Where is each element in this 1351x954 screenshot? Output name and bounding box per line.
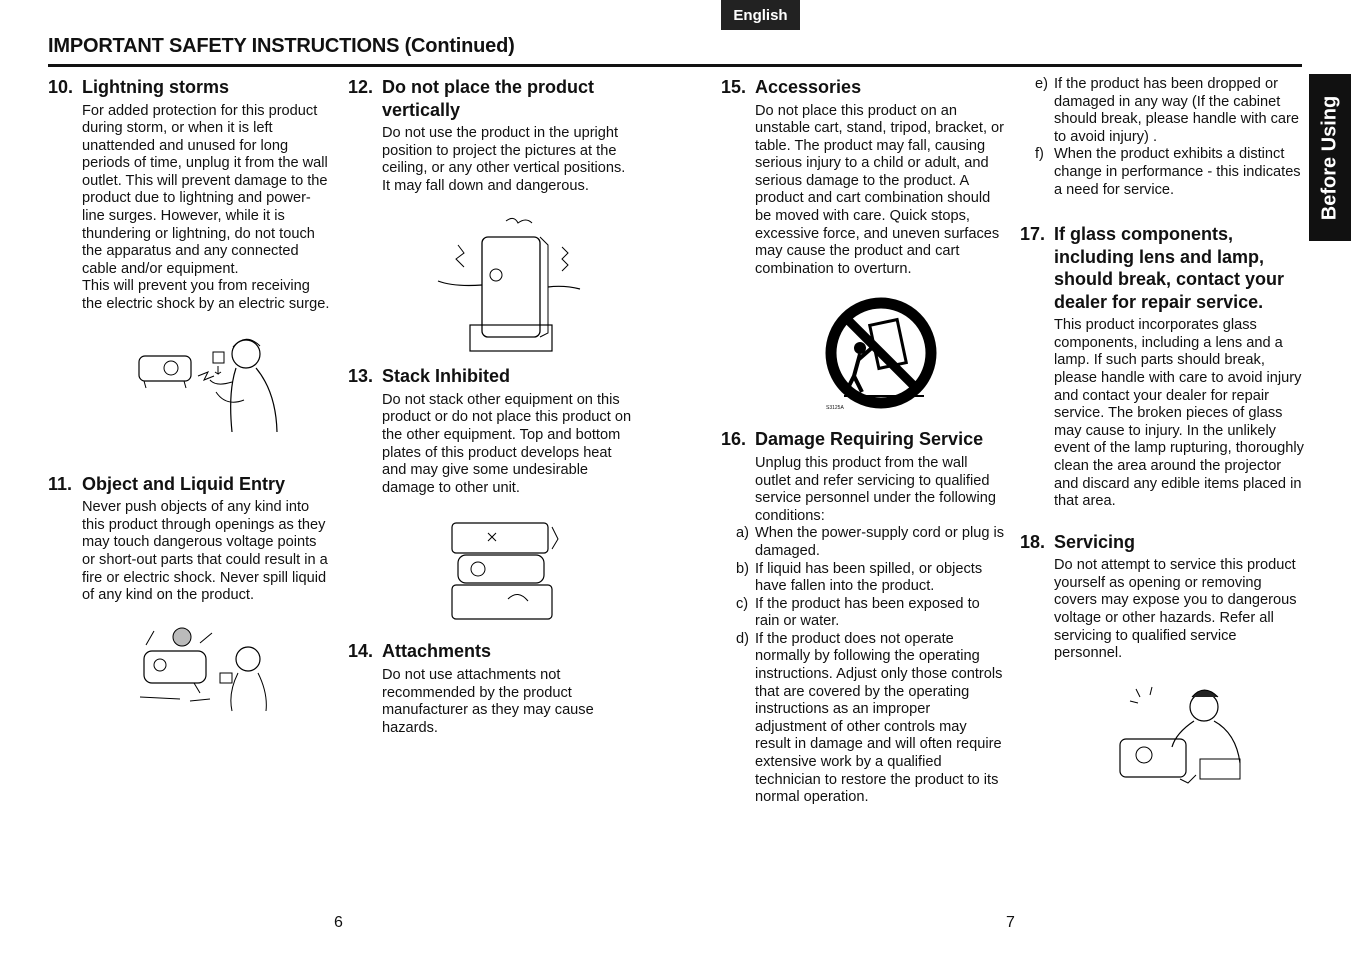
vertical-product-illustration: [434, 215, 633, 355]
section-number: 17.: [1020, 224, 1046, 245]
section-title: Accessories: [755, 77, 862, 97]
section-heading: [1020, 531, 1305, 554]
lightning-illustration: [136, 332, 333, 437]
section-body: Do not stack other equipment on this product or do not place this product on the other equipment. Top and bottom plates of this product develops heat and may give some undesirable damage to other unit.: [382, 391, 632, 496]
column-2: [348, 76, 633, 737]
section-body: Never push objects of any kind into this product through openings as they may touch dangerous voltage points or short-out parts that could result in a fire or electric shock. Never spill liquid of any kind on the product.: [82, 499, 328, 604]
section-heading: [721, 428, 1005, 451]
section-17: [1020, 223, 1305, 511]
section-heading: [348, 76, 633, 121]
title-rule: [48, 64, 1302, 67]
section-16-continued: [1020, 76, 1305, 199]
section-heading: [1020, 223, 1305, 313]
liquid-entry-illustration: [140, 623, 333, 713]
section-title: Object and Liquid Entry: [82, 473, 286, 494]
section-body: Unplug this product from the wall outlet and refer servicing to qualified service personnel under the following conditions:: [755, 454, 996, 524]
cart-warning-icon: [824, 296, 938, 414]
list-text: If the product does not operate normally by following the operating instructions. Adjust only those controls that are covered by the operating instructions as an improper adjustment of other controls may result in damage and will often require extensive work by a qualified technician to restore the product to its normal operation.: [755, 630, 1003, 806]
section-title: If glass components, including lens and lamp, should break, contact your dealer for repair service.: [1054, 224, 1285, 312]
list-marker: d): [736, 630, 749, 647]
section-13: [348, 365, 633, 497]
section-body: Do not place this product on an unstable cart, stand, tripod, bracket, or table. The product may fall, causing serious injury to a child or adult, and serious damage to the product. A product and cart combination should be moved with care. Quick stops, excessive force, and uneven surfaces may cause the product and cart combination to overturn.: [755, 102, 1005, 277]
list-item: [736, 560, 1005, 596]
page-title: IMPORTANT SAFETY INSTRUCTIONS (Continued): [48, 35, 515, 57]
section-heading: [721, 76, 1005, 99]
section-body-2: This will prevent you from receiving the electric shock by an electric surge.: [82, 278, 330, 313]
section-16: [721, 428, 1005, 806]
list-text: When the product exhibits a distinct change in performance - this indicates a need for service.: [1054, 146, 1301, 198]
language-tab: English: [721, 0, 800, 30]
section-body: For added protection for this product during storm, or when it is left unattended and unused for long periods of time, unplug it from the wall outlet. This will prevent damage to the product due to lightning and power-line surges. However, while it is thundering or lightning, do not touch the apparatus and any connected cable and/or equipment.: [82, 102, 328, 277]
section-number: 15.: [721, 77, 747, 97]
section-11: [48, 473, 333, 605]
section-title: Attachments: [382, 641, 492, 662]
list-marker: a): [736, 525, 749, 542]
servicing-illustration: [1116, 683, 1305, 788]
column-4: [1020, 76, 1305, 788]
section-body: Do not attempt to service this product yourself as opening or removing covers may expose you to dangerous voltage or other hazards. Refer all servicing to qualified service personnel.: [1054, 557, 1297, 662]
icon-code-label: S3125A: [826, 405, 844, 412]
section-15: [721, 76, 1005, 278]
list-marker: f): [1035, 146, 1044, 163]
section-number: 10.: [48, 77, 74, 97]
page-number-left: 6: [334, 914, 343, 931]
section-number: 16.: [721, 429, 747, 450]
list-marker: c): [736, 595, 749, 612]
section-10: [48, 76, 333, 314]
section-14: [348, 640, 633, 737]
column-1: [48, 76, 333, 713]
section-title: Do not place the product vertically: [382, 77, 595, 120]
list-text: If the product has been dropped or damaged in any way (If the cabinet should break, please handle with care to avoid injury) .: [1054, 76, 1300, 145]
list-item: [1035, 76, 1305, 146]
list-text: If the product has been exposed to rain or water.: [755, 595, 980, 630]
section-heading: [48, 473, 333, 496]
list-marker: e): [1035, 76, 1048, 92]
section-side-tab: [1309, 74, 1351, 241]
section-heading: [48, 76, 333, 99]
section-title: Servicing: [1054, 531, 1136, 552]
list-marker: b): [736, 560, 749, 577]
section-heading: [348, 365, 633, 388]
section-number: 12.: [348, 77, 374, 97]
list-item: [736, 525, 1005, 560]
list-item: [1035, 146, 1305, 199]
section-body: Do not use the product in the upright position to project the pictures at the ceiling, or any other vertical positions. It may fall down and dangerous.: [382, 125, 626, 194]
section-number: 11.: [48, 473, 73, 494]
section-number: 14.: [348, 641, 374, 662]
list-item: [736, 595, 1005, 631]
section-heading: [348, 640, 633, 663]
section-body: Do not use attachments not recommended by the product manufacturer as they may cause hazards.: [382, 666, 594, 736]
page-number-right: 7: [1006, 914, 1015, 931]
section-body: This product incorporates glass components, including a lens and a lamp. If such parts should break, please handle with care to avoid injury and contact your dealer for repair service. The broken pieces of glass may cause to injury. In the unlikely event of the lamp rupturing, thoroughly clean the area around the projector and discard any edible items placed in that area.: [1054, 317, 1304, 510]
section-title: Damage Requiring Service: [755, 429, 984, 450]
side-tab-label: Before Using: [1318, 95, 1341, 220]
column-3: [721, 76, 1005, 807]
section-number: 13.: [348, 366, 374, 387]
section-number: 18.: [1020, 531, 1046, 552]
list-item: [736, 630, 1005, 807]
section-12: [348, 76, 633, 195]
section-title: Lightning storms: [82, 77, 229, 97]
list-text: When the power-supply cord or plug is damaged.: [755, 525, 1005, 559]
stacked-equipment-illustration: [448, 519, 633, 624]
section-title: Stack Inhibited: [382, 366, 511, 387]
list-text: If liquid has been spilled, or objects have fallen into the product.: [755, 560, 983, 595]
section-18: [1020, 531, 1305, 663]
